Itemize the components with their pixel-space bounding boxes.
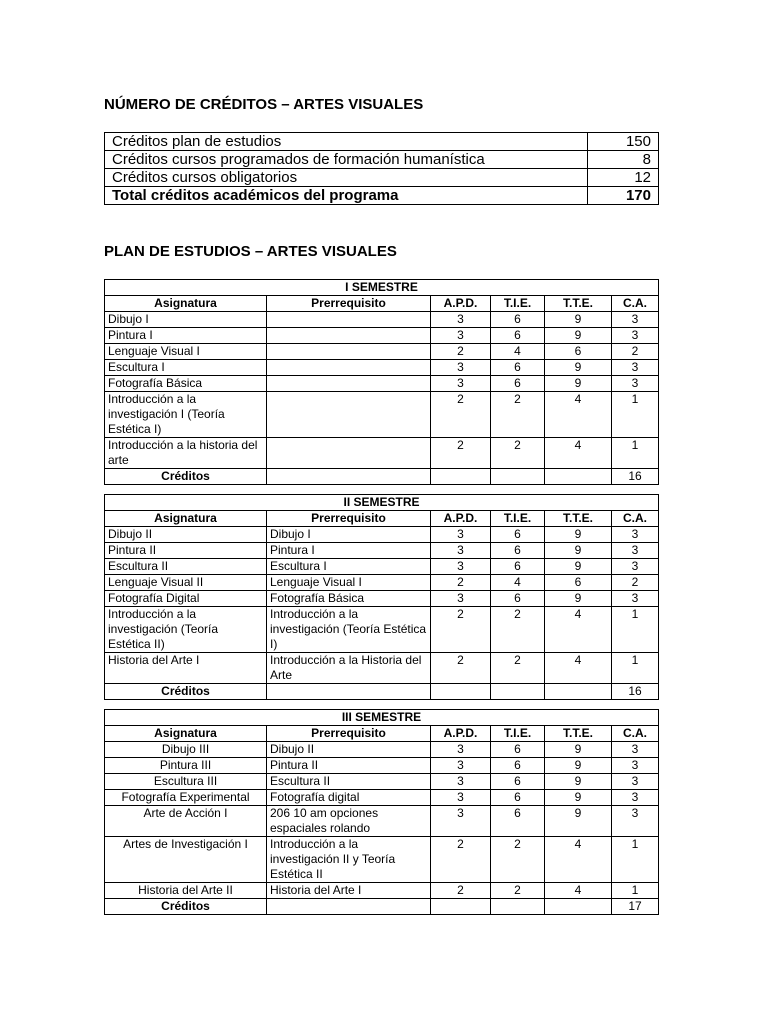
value-cell: 3 — [431, 742, 491, 758]
prerequisite-cell: Introducción a la investigación (Teoría Estética I) — [267, 607, 431, 653]
value-cell: 2 — [491, 438, 545, 469]
prerequisite-cell — [267, 312, 431, 328]
value-cell: 6 — [491, 591, 545, 607]
prerequisite-cell: Lenguaje Visual I — [267, 575, 431, 591]
value-cell: 4 — [545, 607, 612, 653]
column-header: A.P.D. — [431, 511, 491, 527]
column-header: Asignatura — [105, 726, 267, 742]
credits-row-value: 8 — [588, 151, 659, 169]
value-cell: 9 — [545, 758, 612, 774]
column-header: Prerrequisito — [267, 726, 431, 742]
value-cell: 3 — [612, 758, 659, 774]
table-row — [105, 312, 659, 328]
credits-section-title: NÚMERO DE CRÉDITOS – ARTES VISUALES — [104, 96, 424, 113]
subject-cell: Pintura II — [105, 543, 267, 559]
value-cell: 2 — [491, 837, 545, 883]
column-header: C.A. — [612, 296, 659, 312]
credits-total-label: Total créditos académicos del programa — [105, 187, 588, 205]
value-cell: 6 — [491, 543, 545, 559]
prerequisite-cell: Pintura II — [267, 758, 431, 774]
empty-cell — [491, 899, 545, 915]
subject-cell: Pintura I — [105, 328, 267, 344]
credits-row — [105, 133, 659, 151]
value-cell: 3 — [431, 328, 491, 344]
credits-row-label: Créditos cursos obligatorios — [105, 169, 588, 187]
prerequisite-cell: Introducción a la Historia del Arte — [267, 653, 431, 684]
value-cell: 3 — [612, 376, 659, 392]
prerequisite-cell: Introducción a la investigación II y Teoría Estética II — [267, 837, 431, 883]
credits-row-label: Créditos cursos programados de formación humanística — [105, 151, 588, 169]
column-header: A.P.D. — [431, 726, 491, 742]
value-cell: 9 — [545, 360, 612, 376]
value-cell: 4 — [545, 883, 612, 899]
subject-cell: Dibujo II — [105, 527, 267, 543]
table-row — [105, 806, 659, 837]
value-cell: 6 — [491, 758, 545, 774]
prerequisite-cell — [267, 360, 431, 376]
semester-title: II SEMESTRE — [105, 495, 659, 511]
credits-row — [105, 151, 659, 169]
value-cell: 6 — [491, 312, 545, 328]
value-cell: 6 — [545, 575, 612, 591]
column-header: Prerrequisito — [267, 296, 431, 312]
subject-cell: Pintura III — [105, 758, 267, 774]
credits-total: 17 — [612, 899, 659, 915]
empty-cell — [267, 899, 431, 915]
empty-cell — [545, 684, 612, 700]
credits-total-row — [105, 187, 659, 205]
value-cell: 9 — [545, 312, 612, 328]
subject-cell: Fotografía Básica — [105, 376, 267, 392]
value-cell: 3 — [431, 790, 491, 806]
value-cell: 2 — [491, 883, 545, 899]
value-cell: 9 — [545, 790, 612, 806]
value-cell: 3 — [431, 527, 491, 543]
value-cell: 2 — [431, 392, 491, 438]
value-cell: 2 — [431, 653, 491, 684]
value-cell: 3 — [612, 543, 659, 559]
value-cell: 3 — [612, 742, 659, 758]
column-header: Asignatura — [105, 511, 267, 527]
value-cell: 1 — [612, 438, 659, 469]
prerequisite-cell: Dibujo I — [267, 527, 431, 543]
empty-cell — [431, 684, 491, 700]
empty-cell — [545, 899, 612, 915]
value-cell: 9 — [545, 742, 612, 758]
subject-cell: Dibujo III — [105, 742, 267, 758]
subject-cell: Arte de Acción I — [105, 806, 267, 837]
table-row — [105, 883, 659, 899]
credits-label: Créditos — [105, 684, 267, 700]
credits-total: 16 — [612, 684, 659, 700]
subject-cell: Lenguaje Visual I — [105, 344, 267, 360]
table-row — [105, 607, 659, 653]
value-cell: 6 — [491, 527, 545, 543]
semester-title: I SEMESTRE — [105, 280, 659, 296]
table-row — [105, 790, 659, 806]
prerequisite-cell: Historia del Arte I — [267, 883, 431, 899]
value-cell: 2 — [491, 653, 545, 684]
table-row — [105, 591, 659, 607]
subject-cell: Escultura II — [105, 559, 267, 575]
prerequisite-cell — [267, 438, 431, 469]
semester-table-3 — [104, 709, 659, 915]
value-cell: 9 — [545, 376, 612, 392]
empty-cell — [267, 469, 431, 485]
value-cell: 3 — [612, 527, 659, 543]
value-cell: 1 — [612, 607, 659, 653]
semester-table-1 — [104, 279, 659, 485]
subject-cell: Introducción a la historia del arte — [105, 438, 267, 469]
credits-row-value: 12 — [588, 169, 659, 187]
value-cell: 9 — [545, 328, 612, 344]
value-cell: 6 — [491, 328, 545, 344]
value-cell: 1 — [612, 883, 659, 899]
value-cell: 3 — [612, 774, 659, 790]
value-cell: 2 — [612, 575, 659, 591]
value-cell: 6 — [491, 742, 545, 758]
value-cell: 4 — [545, 392, 612, 438]
subject-cell: Introducción a la investigación I (Teoría Estética I) — [105, 392, 267, 438]
plan-title: PLAN DE ESTUDIOS – ARTES VISUALES — [104, 243, 397, 260]
empty-cell — [491, 469, 545, 485]
subject-cell: Artes de Investigación I — [105, 837, 267, 883]
empty-cell — [545, 469, 612, 485]
subject-cell: Dibujo I — [105, 312, 267, 328]
value-cell: 3 — [431, 312, 491, 328]
table-row — [105, 392, 659, 438]
credits-row — [105, 469, 659, 485]
value-cell: 1 — [612, 653, 659, 684]
empty-cell — [431, 469, 491, 485]
semester-title: III SEMESTRE — [105, 710, 659, 726]
column-header: A.P.D. — [431, 296, 491, 312]
table-row — [105, 742, 659, 758]
value-cell: 6 — [491, 806, 545, 837]
value-cell: 2 — [431, 344, 491, 360]
prerequisite-cell: Dibujo II — [267, 742, 431, 758]
value-cell: 2 — [431, 438, 491, 469]
value-cell: 4 — [545, 653, 612, 684]
credits-label: Créditos — [105, 899, 267, 915]
column-header: T.T.E. — [545, 296, 612, 312]
value-cell: 6 — [491, 559, 545, 575]
credits-row-value: 150 — [588, 133, 659, 151]
prerequisite-cell — [267, 328, 431, 344]
value-cell: 6 — [491, 774, 545, 790]
subject-cell: Historia del Arte I — [105, 653, 267, 684]
value-cell: 9 — [545, 527, 612, 543]
value-cell: 3 — [431, 774, 491, 790]
prerequisite-cell — [267, 392, 431, 438]
table-row — [105, 344, 659, 360]
value-cell: 4 — [545, 837, 612, 883]
table-row — [105, 758, 659, 774]
table-row — [105, 328, 659, 344]
value-cell: 2 — [431, 883, 491, 899]
column-header: C.A. — [612, 726, 659, 742]
value-cell: 3 — [612, 591, 659, 607]
value-cell: 6 — [491, 360, 545, 376]
value-cell: 2 — [612, 344, 659, 360]
value-cell: 3 — [431, 543, 491, 559]
value-cell: 9 — [545, 591, 612, 607]
subject-cell: Escultura III — [105, 774, 267, 790]
credits-row — [105, 899, 659, 915]
value-cell: 3 — [431, 591, 491, 607]
empty-cell — [267, 684, 431, 700]
prerequisite-cell: Fotografía Básica — [267, 591, 431, 607]
value-cell: 9 — [545, 806, 612, 837]
value-cell: 1 — [612, 837, 659, 883]
subject-cell: Escultura I — [105, 360, 267, 376]
value-cell: 3 — [431, 559, 491, 575]
value-cell: 2 — [431, 837, 491, 883]
table-row — [105, 837, 659, 883]
value-cell: 3 — [431, 758, 491, 774]
prerequisite-cell — [267, 376, 431, 392]
empty-cell — [431, 899, 491, 915]
table-row — [105, 575, 659, 591]
value-cell: 3 — [612, 790, 659, 806]
value-cell: 2 — [491, 607, 545, 653]
credits-row-label: Créditos plan de estudios — [105, 133, 588, 151]
value-cell: 4 — [491, 344, 545, 360]
value-cell: 6 — [545, 344, 612, 360]
value-cell: 9 — [545, 543, 612, 559]
empty-cell — [491, 684, 545, 700]
table-row — [105, 360, 659, 376]
value-cell: 2 — [491, 392, 545, 438]
table-row — [105, 543, 659, 559]
credits-row — [105, 684, 659, 700]
value-cell: 3 — [431, 806, 491, 837]
column-header: C.A. — [612, 511, 659, 527]
value-cell: 3 — [612, 312, 659, 328]
table-row — [105, 559, 659, 575]
table-row — [105, 376, 659, 392]
value-cell: 2 — [431, 607, 491, 653]
prerequisite-cell: Escultura II — [267, 774, 431, 790]
subject-cell: Fotografía Experimental — [105, 790, 267, 806]
prerequisite-cell: 206 10 am opciones espaciales rolando — [267, 806, 431, 837]
value-cell: 3 — [612, 360, 659, 376]
column-header: T.I.E. — [491, 511, 545, 527]
table-row — [105, 774, 659, 790]
subject-cell: Fotografía Digital — [105, 591, 267, 607]
table-row — [105, 527, 659, 543]
prerequisite-cell: Fotografía digital — [267, 790, 431, 806]
value-cell: 4 — [491, 575, 545, 591]
credits-summary-table — [104, 132, 659, 205]
column-header: T.T.E. — [545, 726, 612, 742]
subject-cell: Historia del Arte II — [105, 883, 267, 899]
subject-cell: Lenguaje Visual II — [105, 575, 267, 591]
column-header: Asignatura — [105, 296, 267, 312]
credits-row — [105, 169, 659, 187]
value-cell: 1 — [612, 392, 659, 438]
column-header: T.I.E. — [491, 296, 545, 312]
value-cell: 3 — [612, 559, 659, 575]
subject-cell: Introducción a la investigación (Teoría Estética II) — [105, 607, 267, 653]
prerequisite-cell: Pintura I — [267, 543, 431, 559]
value-cell: 6 — [491, 790, 545, 806]
value-cell: 9 — [545, 559, 612, 575]
credits-label: Créditos — [105, 469, 267, 485]
value-cell: 9 — [545, 774, 612, 790]
credits-total: 16 — [612, 469, 659, 485]
column-header: Prerrequisito — [267, 511, 431, 527]
column-header: T.I.E. — [491, 726, 545, 742]
prerequisite-cell — [267, 344, 431, 360]
value-cell: 3 — [431, 360, 491, 376]
prerequisite-cell: Escultura I — [267, 559, 431, 575]
value-cell: 6 — [491, 376, 545, 392]
table-row — [105, 653, 659, 684]
value-cell: 3 — [612, 806, 659, 837]
credits-total-value: 170 — [588, 187, 659, 205]
semester-table-2 — [104, 494, 659, 700]
column-header: T.T.E. — [545, 511, 612, 527]
table-row — [105, 438, 659, 469]
value-cell: 4 — [545, 438, 612, 469]
value-cell: 3 — [431, 376, 491, 392]
value-cell: 2 — [431, 575, 491, 591]
value-cell: 3 — [612, 328, 659, 344]
